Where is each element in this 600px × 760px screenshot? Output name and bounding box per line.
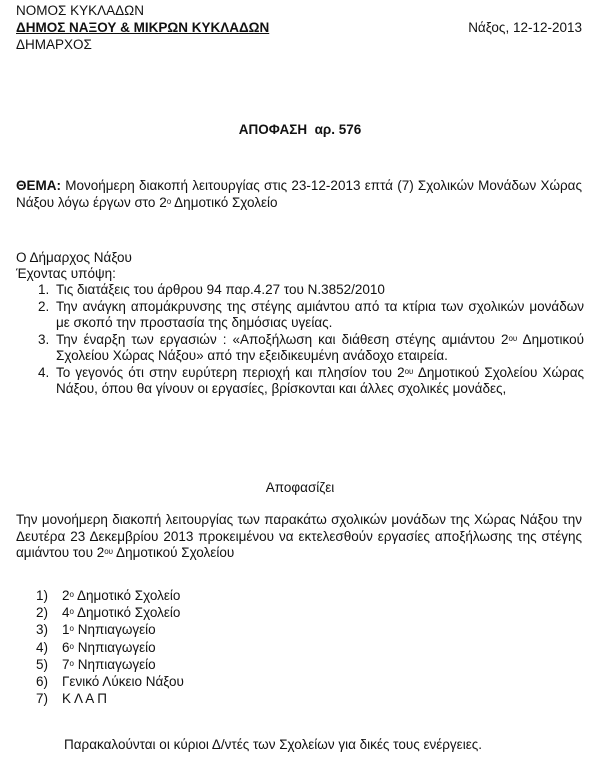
list-item bbox=[0, 690, 600, 707]
list-item bbox=[0, 332, 584, 364]
school-name: Δημοτικό Σχολείο bbox=[73, 605, 181, 621]
list-item bbox=[0, 639, 600, 656]
superscript: ο bbox=[69, 641, 74, 651]
decides-heading: Αποφασίζει bbox=[265, 480, 335, 495]
list-item bbox=[0, 673, 600, 690]
subject-text-end: Δημοτικό Σχολείο bbox=[171, 195, 278, 210]
school-name: Κ Λ Α Π bbox=[62, 691, 108, 707]
superscript: ου bbox=[104, 547, 114, 556]
item-text: Τις διατάξεις του άρθρου 94 παρ.4.27 του Ν.3852/2010 bbox=[56, 282, 385, 297]
subject-label: ΘΕΜΑ: bbox=[16, 178, 61, 193]
considerations-list bbox=[0, 282, 584, 398]
closing-note: Παρακαλούνται οι κύριοι Δ/ντές των Σχολείων για δικές τους ενέργειες. bbox=[64, 737, 482, 752]
school-number: 2 bbox=[62, 588, 70, 603]
school-number: 1 bbox=[62, 622, 70, 638]
decision-text-end: Δημοτικού Σχολείου bbox=[113, 545, 235, 560]
list-item bbox=[0, 365, 584, 397]
school-name: Νηπιαγωγείο bbox=[73, 656, 156, 672]
item-text-end: Δημοτικού Σχολείου Χώρας Νάξου, όπου θα γίνουν οι εργασίες, βρίσκονται και άλλες σχολικές μονάδες, bbox=[56, 365, 585, 396]
superscript: ο bbox=[69, 590, 74, 599]
office: ΔΗΜΑΡΧΟΣ bbox=[16, 37, 92, 52]
item-number: 2) bbox=[36, 605, 49, 621]
preamble bbox=[16, 250, 132, 282]
list-item bbox=[0, 587, 600, 604]
superscript: ου bbox=[508, 334, 518, 343]
item-number: 7) bbox=[36, 691, 49, 707]
item-text: Το γεγονός ότι στην ευρύτερη περιοχή και πλησίον του 2 bbox=[56, 365, 405, 380]
school-name: Νηπιαγωγείο bbox=[73, 639, 156, 655]
item-number: 6) bbox=[36, 674, 49, 690]
superscript: ου bbox=[404, 367, 414, 376]
list-item bbox=[0, 656, 600, 673]
letterhead bbox=[16, 2, 269, 53]
school-name: Γενικό Λύκειο Νάξου bbox=[62, 674, 184, 690]
list-item bbox=[0, 604, 600, 621]
decision-text bbox=[16, 512, 582, 562]
item-number: 1) bbox=[36, 588, 49, 603]
school-number: 4 bbox=[62, 605, 70, 621]
decision-text-main: Την μονοήμερη διακοπή λειτουργίας των παρακάτω σχολικών μονάδων της Χώρας Νάξου την Δευτέρα 23 Δεκεμβρίου 2013 προκειμένου να εκτελεσθούν εργασίες αποξήλωσης της στέγης αμιάντου του 2 bbox=[16, 512, 582, 560]
subject-text: Μονοήμερη διακοπή λειτουργίας στις 23-12-2013 επτά (7) Σχολικών Μονάδων Χώρας Νάξου λόγω έργων στο 2 bbox=[16, 178, 582, 210]
item-number: 5) bbox=[36, 656, 49, 672]
mayor: Ο Δήμαρχος Νάξου bbox=[16, 250, 132, 265]
list-item bbox=[0, 299, 584, 331]
place-date: Νάξος, 12-12-2013 bbox=[468, 20, 582, 35]
item-number: 4) bbox=[36, 639, 49, 655]
list-item bbox=[0, 621, 600, 638]
item-text: Την έναρξη των εργασιών : «Αποξήλωση και διάθεση στέγης αμιάντου 2 bbox=[56, 332, 509, 347]
school-number: 7 bbox=[62, 656, 70, 672]
superscript: ο bbox=[69, 658, 74, 668]
school-name: Νηπιαγωγείο bbox=[73, 622, 156, 638]
item-text: Την ανάγκη απομάκρυνσης της στέγης αμιάντου από τα κτίρια των σχολικών μονάδων με σκοπό την προστασία της δημόσιας υγείας. bbox=[56, 299, 584, 330]
item-number: 3. bbox=[38, 332, 50, 347]
item-number: 3) bbox=[36, 622, 49, 638]
superscript: ο bbox=[166, 197, 172, 206]
school-name: Δημοτικό Σχολείο bbox=[73, 588, 181, 603]
item-text-end: Δημοτικού Σχολείου Χώρας Νάξου» από την εξειδικευμένη ανάδοχο εταιρεία. bbox=[56, 332, 584, 363]
decision-title: ΑΠΟΦΑΣΗ αρ. 576 bbox=[238, 122, 362, 137]
superscript: ο bbox=[69, 624, 74, 634]
list-item bbox=[0, 282, 584, 298]
subject bbox=[16, 177, 582, 211]
item-number: 2. bbox=[38, 299, 50, 314]
municipality: ΔΗΜΟΣ ΝΑΞΟΥ & ΜΙΚΡΩΝ ΚΥΚΛΑΔΩΝ bbox=[16, 20, 270, 35]
superscript: ο bbox=[69, 607, 74, 617]
item-number: 1. bbox=[38, 282, 50, 297]
prefecture: ΝΟΜΟΣ ΚΥΚΛΑΔΩΝ bbox=[16, 3, 144, 18]
school-number: 6 bbox=[62, 639, 70, 655]
item-number: 4. bbox=[38, 365, 50, 380]
considering: Έχοντας υπόψη: bbox=[16, 266, 116, 281]
schools-list bbox=[0, 587, 600, 707]
